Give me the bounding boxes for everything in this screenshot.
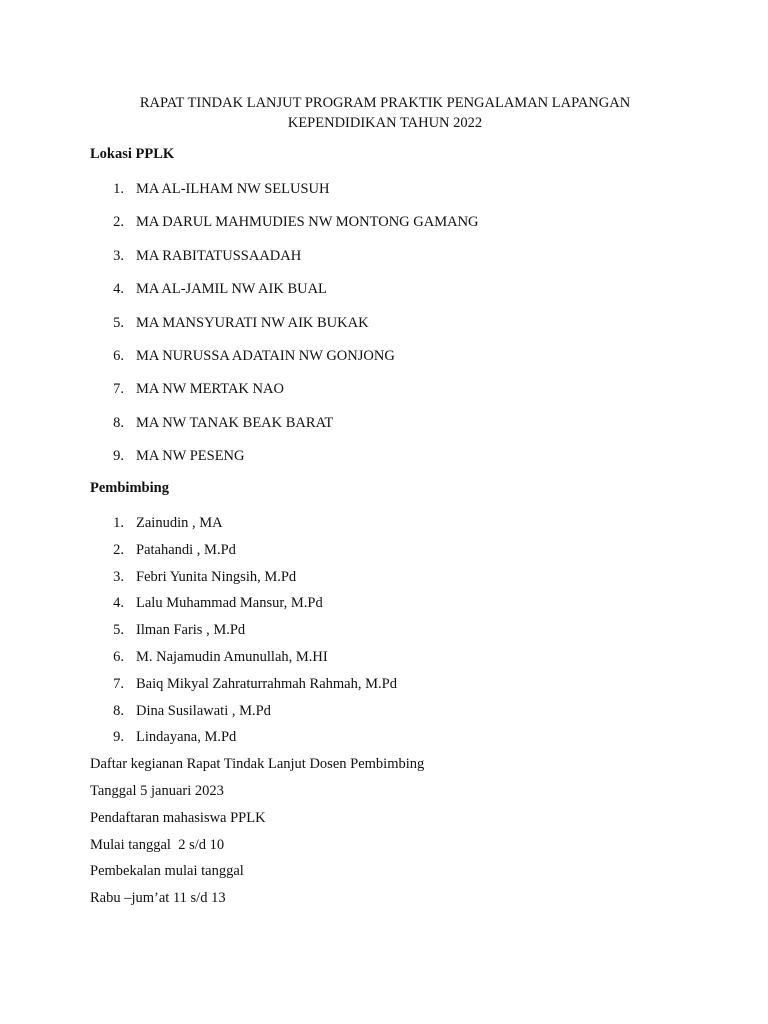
list-text: MA NW MERTAK NAO — [136, 381, 284, 398]
list-number: 3. — [113, 568, 124, 585]
list-text: Dina Susilawati , M.Pd — [136, 702, 271, 719]
list-number: 2. — [113, 541, 124, 558]
list-number: 5. — [113, 314, 124, 331]
lokasi-heading: Lokasi PPLK — [90, 146, 175, 162]
list-number: 8. — [113, 702, 124, 719]
document-title — [90, 93, 680, 133]
paragraph-pendaftaran: Pendaftaran mahasiswa PPLK — [90, 810, 266, 826]
list-number: 7. — [113, 675, 124, 692]
paragraph-rabu-jumat: Rabu –jum’at 11 s/d 13 — [90, 890, 226, 906]
list-number: 2. — [113, 214, 124, 231]
list-number: 9. — [113, 448, 124, 465]
list-number: 5. — [113, 622, 124, 639]
list-text: Lalu Muhammad Mansur, M.Pd — [136, 595, 323, 612]
list-number: 1. — [113, 515, 124, 531]
list-number: 4. — [113, 595, 124, 612]
list-text: MA DARUL MAHMUDIES NW MONTONG GAMANG — [136, 214, 479, 231]
paragraph-pembekalan: Pembekalan mulai tanggal — [90, 863, 244, 879]
list-text: M. Najamudin Amunullah, M.HI — [136, 648, 328, 665]
list-text: Lindayana, M.Pd — [136, 729, 237, 746]
list-number: 9. — [113, 729, 124, 746]
list-number: 7. — [113, 381, 124, 398]
list-text: MA MANSYURATI NW AIK BUKAK — [136, 314, 369, 331]
list-text: MA RABITATUSSAADAH — [136, 247, 302, 264]
title-line-1: RAPAT TINDAK LANJUT PROGRAM PRAKTIK PENGALAMAN LAPANGAN — [139, 95, 631, 111]
list-number: 3. — [113, 247, 124, 264]
pembimbing-heading: Pembimbing — [90, 480, 169, 496]
list-text: Ilman Faris , M.Pd — [136, 622, 246, 639]
list-number: 4. — [113, 281, 124, 298]
paragraph-daftar-kegiatan: Daftar kegianan Rapat Tindak Lanjut Dosen Pembimbing — [90, 756, 425, 772]
title-line-2: KEPENDIDIKAN TAHUN 2022 — [287, 115, 483, 131]
list-text: MA AL-JAMIL NW AIK BUAL — [136, 281, 327, 298]
paragraph-tanggal: Tanggal 5 januari 2023 — [90, 783, 224, 799]
list-number: 6. — [113, 648, 124, 665]
list-number: 8. — [113, 414, 124, 431]
list-text: Febri Yunita Ningsih, M.Pd — [136, 568, 297, 585]
list-text: Zainudin , MA — [136, 515, 223, 531]
list-text: MA AL-ILHAM NW SELUSUH — [136, 181, 330, 197]
list-text: Baiq Mikyal Zahraturrahmah Rahmah, M.Pd — [136, 675, 397, 692]
list-text: Patahandi , M.Pd — [136, 541, 236, 558]
list-text: MA NURUSSA ADATAIN NW GONJONG — [136, 347, 395, 364]
paragraph-mulai-tanggal: Mulai tanggal 2 s/d 10 — [90, 837, 225, 853]
list-text: MA NW TANAK BEAK BARAT — [136, 414, 334, 431]
list-number: 6. — [113, 347, 124, 364]
list-text: MA NW PESENG — [136, 448, 245, 465]
list-number: 1. — [113, 181, 124, 197]
